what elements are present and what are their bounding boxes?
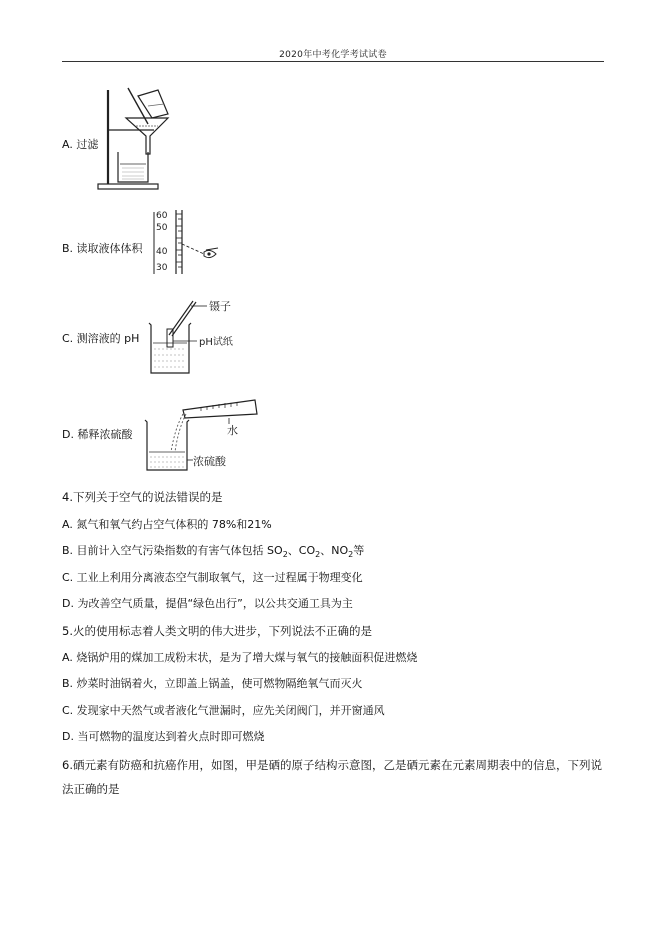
q5-option-d: D. 当可燃物的温度达到着火点时即可燃烧 xyxy=(62,730,265,743)
q6-stem-line2: 法正确的是 xyxy=(62,782,120,796)
ph-paper-label: pH试纸 xyxy=(199,337,233,348)
ph-test-figure xyxy=(145,297,275,377)
q4-option-a: A. 氮气和氧气约占空气体积的 78%和21% xyxy=(62,518,272,531)
q5-stem: 5.火的使用标志着人类文明的伟大进步，下列说法不正确的是 xyxy=(62,624,372,638)
q5-option-c: C. 发现家中天然气或者液化气泄漏时，应先关闭阀门，并开窗通风 xyxy=(62,704,385,717)
cylinder-tick-50: 50 xyxy=(156,223,168,233)
q3-option-b-label: B. 读取液体体积 xyxy=(62,242,143,255)
cylinder-tick-30: 30 xyxy=(156,263,168,273)
q5-option-a: A. 烧锅炉用的煤加工成粉末状，是为了增大煤与氧气的接触面积促进燃烧 xyxy=(62,651,418,664)
cylinder-reading-figure xyxy=(148,208,228,278)
q4-stem: 4.下列关于空气的说法错误的是 xyxy=(62,490,223,504)
cylinder-tick-40: 40 xyxy=(156,247,168,257)
q4-option-b: B. 目前计入空气污染指数的有害气体包括 $SO_2$、$CO_2$、$NO_2$等 xyxy=(62,544,365,560)
q3-option-a-label: A. 过滤 xyxy=(62,138,99,151)
eye-icon xyxy=(204,248,218,258)
q4-option-c: C. 工业上利用分离液态空气制取氧气，这一过程属于物理变化 xyxy=(62,571,363,584)
q4-option-d: D. 为改善空气质量，提倡“绿色出行”，以公共交通工具为主 xyxy=(62,597,353,610)
q3-option-c-label: C. 测溶液的 pH xyxy=(62,332,140,345)
cylinder-tick-60: 60 xyxy=(156,211,168,221)
q6-stem-line1: 6.硒元素有防癌和抗癌作用，如图，甲是硒的原子结构示意图，乙是硒元素在元素周期表中的信息，下列说 xyxy=(62,758,602,772)
page-header: 2020年中考化学考试试卷 xyxy=(279,50,387,60)
q5-option-b: B. 炒菜时油锅着火，立即盖上锅盖，使可燃物隔绝氧气而灭火 xyxy=(62,677,363,690)
acid-label: 浓硫酸 xyxy=(193,455,226,468)
filtration-figure xyxy=(96,88,186,193)
dilution-figure xyxy=(143,392,263,474)
header-rule xyxy=(62,61,604,62)
tweezers-label: 镊子 xyxy=(209,300,231,313)
water-label: 水 xyxy=(227,424,238,437)
q3-option-d-label: D. 稀释浓硫酸 xyxy=(62,428,133,441)
